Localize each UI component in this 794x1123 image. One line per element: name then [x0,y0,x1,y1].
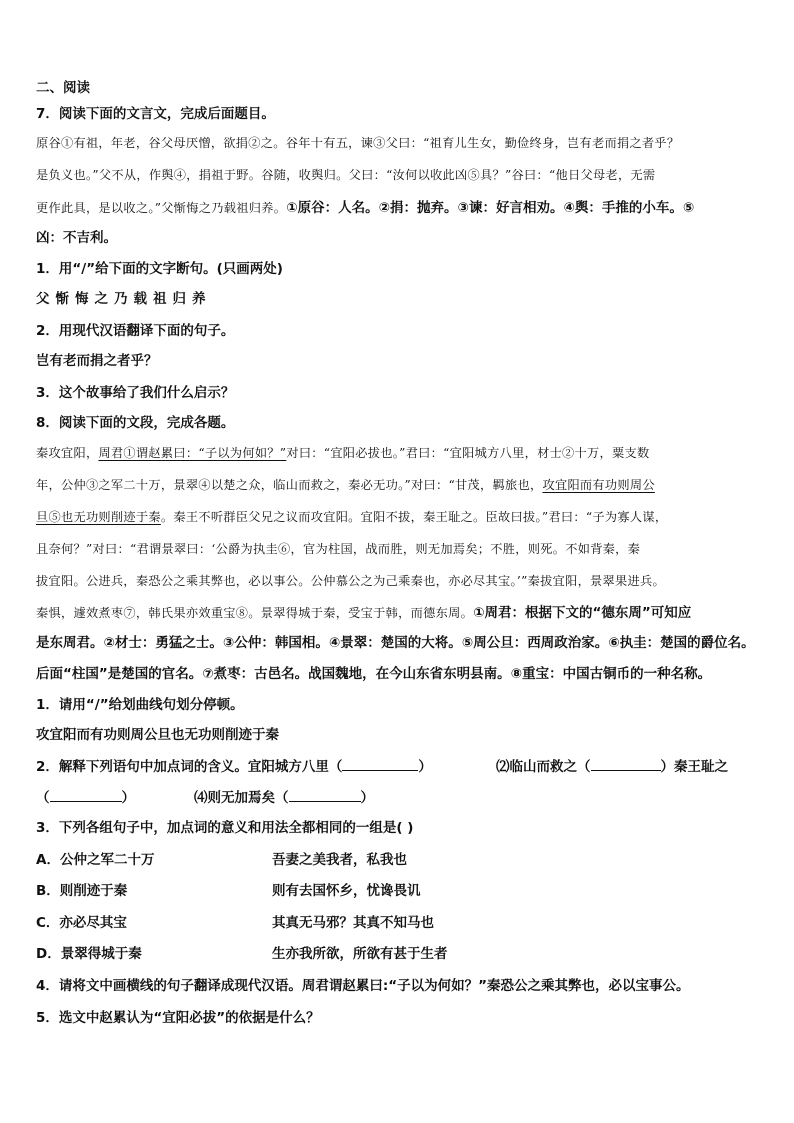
option-c-left: C．亦必尽其宝 [36,915,127,931]
option-b[interactable] [36,881,127,901]
option-a[interactable] [36,850,154,870]
q8-q2-open-3: （ [36,790,50,806]
q8-q2-close-4: ） [360,790,374,806]
q8-passage-line-5: 拔宜阳。公进兵，秦恐公之乘其弊也，必以事公。公仲慕公之为己乘秦也，亦必尽其宝。’”秦拔宜阳，景翠果进兵。 [36,574,665,588]
answer-blank-4[interactable] [289,787,361,802]
option-c[interactable] [36,913,127,933]
q8-notes-line-2: 后面“柱国”是楚国的官名。⑦煮枣：古邑名。战国魏地，在今山东省东明县南。⑧重宝：中国古铜币的一种名称。 [36,666,712,682]
q7-passage-line-3 [36,198,694,218]
q8-l6-a: 秦惧，遽效煮枣⑦，韩氏果亦效重宝⑧。景翠得城于秦，受宝于韩，而德东周。 [36,606,474,620]
answer-blank-1[interactable] [342,756,418,771]
q8-question-2-item-4 [194,787,374,808]
q8-q2-close-1: ） [418,759,432,775]
q8-passage-line-4: 且奈何？”对曰：“君谓景翠曰：‘公爵为执圭⑥，官为柱国，战而胜，则无加焉矣；不胜，则死。不如背秦，秦 [36,542,641,556]
q8-q2-item-2-text: ⑵临山而救之（ [496,759,591,775]
option-d[interactable] [36,944,142,964]
q8-heading: 8．阅读下面的文段，完成各题。 [36,415,235,431]
q8-l1-a: 秦攻宜阳， [36,446,99,460]
q7-passage-line-4: 凶：不吉利。 [36,230,117,246]
option-b-right: 则有去国怀乡，忧谗畏讥 [272,883,421,899]
q8-question-1-text: 攻宜阳而有功则周公旦也无功则削迹于秦 [36,727,279,743]
q8-question-1: 1．请用“/”给划曲线句划分停顿。 [36,697,244,713]
option-a-right: 吾妻之美我者，私我也 [272,852,407,868]
q8-l2-a: 年，公仲③之军二十万，景翠④以楚之众，临山而救之，秦必无功。”对曰：“甘茂，羁旅也， [36,478,543,492]
option-d-right: 生亦我所欲，所欲有甚于生者 [272,946,448,962]
q8-passage-line-6 [36,603,691,623]
q8-l6-b: ①周君：根据下文的“德东周”可知应 [473,605,692,621]
q8-l3-b: 。秦王不听群臣父兄之议而攻宜阳。宜阳不拔，秦王耻之。臣故曰拔。”君曰：“子为寡人谋， [160,510,668,524]
q8-l3-underlined: 旦⑤也无功则削迹于秦 [36,510,161,524]
q8-question-3: 3．下列各组句子中，加点词的意义和用法全都相同的一组是( ) [36,820,414,836]
q8-q2-close-3: ） [121,790,135,806]
q8-q2-item-4-text: ⑷则无加焉矣（ [194,790,289,806]
q8-l1-underlined: 周君①谓赵累曰：“子以为何如？” [98,446,287,460]
q7-passage-line-1: 原谷①有祖，年老，谷父母厌憎，欲捐②之。谷年十有五，谏③父曰：“祖育儿生女，勤俭终身，岂有老而捐之者乎？ [36,136,680,150]
option-d-left: D．景翠得城于秦 [36,946,142,962]
q8-q2-item-3-text: ）秦王耻之 [660,759,728,775]
q8-l2-underlined: 攻宜阳而有功则周公 [542,478,655,492]
q8-question-2-line-1 [36,756,432,777]
q7-question-2-text: 岂有老而捐之者乎？ [36,353,158,369]
q8-l1-b: 对曰：“宜阳必拔也。”君曰：“宜阳城方八里，材士②十万，粟支数 [286,446,650,460]
q8-question-4: 4．请将文中画横线的句子翻译成现代汉语。周君谓赵累曰:“子以为何如？”秦恐公之乘其弊也，必以宝事公。 [36,978,690,994]
q8-question-2-line-2 [36,787,135,808]
q7-question-1-text: 父惭悔之乃载祖归养 [36,291,212,307]
q7-heading: 7．阅读下面的文言文，完成后面题目。 [36,106,275,122]
q8-q2-prompt: 2．解释下列语句中加点词的含义。宜阳城方八里（ [36,759,343,775]
q8-notes-line-1: 是东周君。②材士：勇猛之士。③公仲：韩国相。④景翠：楚国的大将。⑤周公旦：西周政治家。⑥执圭：楚国的爵位名。 [36,635,755,651]
option-a-left: A．公仲之军二十万 [36,852,155,868]
q8-passage-line-2 [36,475,655,495]
answer-blank-3[interactable] [50,787,122,802]
answer-blank-2[interactable] [591,756,661,771]
q7-passage-line-3-text: 更作此具，是以收之。”父惭悔之乃载祖归养。 [36,201,287,215]
q7-question-2: 2．用现代汉语翻译下面的句子。 [36,323,235,339]
q8-passage-line-3 [36,507,667,527]
q7-passage-line-2: 是负义也。”父不从，作舆④，捐祖于野。谷随，收舆归。父曰：“汝何以收此凶⑤具？”谷曰：“他日父母老，无需 [36,168,656,182]
q7-question-3: 3．这个故事给了我们什么启示？ [36,385,235,401]
q8-question-5: 5．选文中赵累认为“宜阳必拔”的依据是什么？ [36,1010,320,1026]
option-c-right: 其真无马邪？其真不知马也 [272,915,434,931]
q7-notes-inline: ①原谷：人名。②捐：抛弃。③谏：好言相劝。④舆：手推的小车。⑤ [286,200,695,216]
option-b-left: B．则削迹于秦 [36,883,128,899]
q8-question-2-item-2 [496,756,728,777]
q7-question-1: 1．用“/”给下面的文字断句。(只画两处) [36,261,283,277]
q8-passage-line-1 [36,443,649,463]
section-title: 二、阅读 [36,80,90,96]
